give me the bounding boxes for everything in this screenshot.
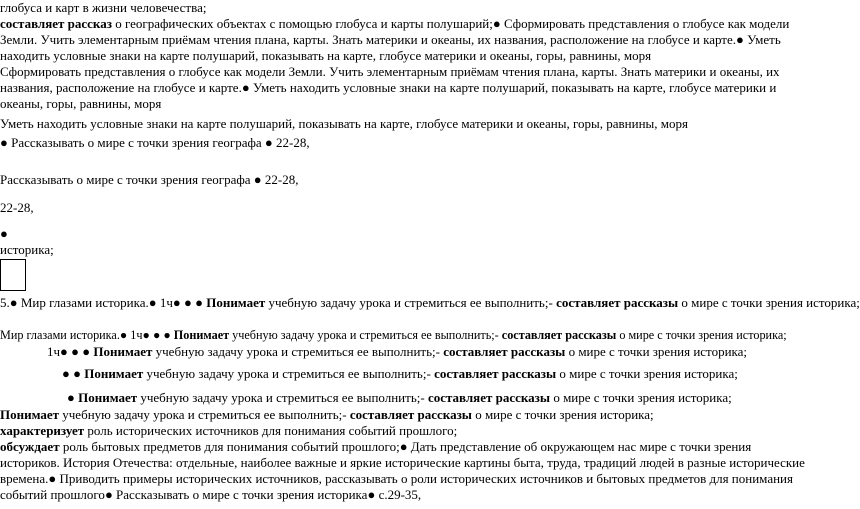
bullet-icon: ● — [241, 80, 250, 95]
text-line: ● Понимает учебную задачу урока и стремиться ее выполнить;- составляет рассказы о мире с точки зрения историка; — [67, 390, 732, 405]
text-paragraph: Сформировать представления о глобусе как модели Земли. Учить элементарным приёмам чтения плана, карты. Знать материки и океаны, их названия, расположение на глобусе и карте.● Уметь находить условные знаки на карте полушарий, показывать на карте, глобусе материки и океаны, горы, равнины, моря — [0, 64, 780, 111]
bullet-icon: ● — [492, 16, 501, 31]
bullet-icon: ● — [71, 344, 80, 359]
checkbox-frame — [0, 259, 26, 291]
bullet-icon: ● — [264, 135, 273, 150]
text-line: Мир глазами историка.● 1ч● ● ● Понимает учебную задачу урока и стремиться ее выполнить;- составляет рассказы о мире с точки зрения историка; — [0, 328, 787, 342]
text-line: глобуса и карт в жизни человечества; — [0, 0, 207, 15]
text-paragraph: составляет рассказ о географических объектах с помощью глобуса и карты полушарий;● Сформировать представления о глобусе как модели Земли. Учить элементарным приёмам чтения плана, карты. Знать материки и океаны, их названия, расположение на глобусе и карте.● Уметь находить условные знаки на карте полушарий, показывать на карте, глобусе материки и океаны, горы, равнины, моря — [0, 16, 790, 63]
text-line: Рассказывать о мире с точки зрения географа ● 22-28, — [0, 172, 299, 187]
text-line: ● Рассказывать о мире с точки зрения географа ● 22-28, — [0, 135, 310, 150]
bullet-icon: ● — [73, 366, 81, 381]
bullet-icon: ● — [253, 172, 262, 187]
text-line: 1ч● ● ● Понимает учебную задачу урока и стремиться ее выполнить;- составляет рассказы о мире с точки зрения историка; — [47, 344, 748, 359]
bullet-icon: ● — [82, 344, 91, 359]
bullet-icon: ● — [195, 295, 203, 310]
bullet-icon: ● — [9, 295, 18, 310]
bullet-icon: ● — [172, 295, 181, 310]
text-line: Уметь находить условные знаки на карте полушарий, показывать на карте, глобусе материки и океаны, горы, равнины, моря — [0, 116, 688, 131]
bullet-icon: ● — [48, 471, 57, 486]
bullet-icon: ● — [142, 328, 150, 342]
text-line: историка; — [0, 242, 54, 257]
bullet-icon: ● — [119, 328, 128, 342]
text-line: 22-28, — [0, 200, 34, 215]
text-line: 5.● Мир глазами историка.● 1ч● ● ● Понимает учебную задачу урока и стремиться ее выполнить;- составляет рассказы о мире с точки зрения историка; — [0, 295, 860, 310]
bullet-icon: ● — [0, 135, 8, 150]
bullet-icon: ● — [184, 295, 192, 310]
text-line: Понимает учебную задачу урока и стремиться ее выполнить;- составляет рассказы о мире с точки зрения историка; — [0, 407, 654, 422]
bullet-icon: ● — [60, 344, 68, 359]
bullet-icon: ● — [367, 487, 376, 502]
bullet-icon: ● — [148, 295, 157, 310]
bullet-icon: ● — [399, 439, 408, 454]
bullet-icon: ● — [62, 366, 70, 381]
bullet-icon: ● — [736, 32, 744, 47]
bullet-icon: ● — [0, 226, 8, 241]
text-line: характеризует роль исторических источников для понимания событий прошлого; — [0, 423, 458, 438]
bullet-icon: ● — [104, 487, 113, 502]
text-paragraph: обсуждает роль бытовых предметов для понимания событий прошлого;● Дать представление об окружающем нас мире с точки зрения историков. История Отечества: отдельные, наиболее важные и яркие исторические картины быта, труда, традиций людей в разные исторические времена.● Приводить примеры исторических источников, рассказывать о роли исторических источников и бытовых предметов для понимания событий прошлого● Рассказывать о мире с точки зрения историка● с.29-35, — [0, 439, 805, 502]
text-line: ● ● Понимает учебную задачу урока и стремиться ее выполнить;- составляет рассказы о мире с точки зрения историка; — [62, 366, 738, 381]
bullet-icon: ● — [163, 328, 171, 342]
bullet-icon: ● — [152, 328, 161, 342]
bullet-icon: ● — [67, 390, 75, 405]
